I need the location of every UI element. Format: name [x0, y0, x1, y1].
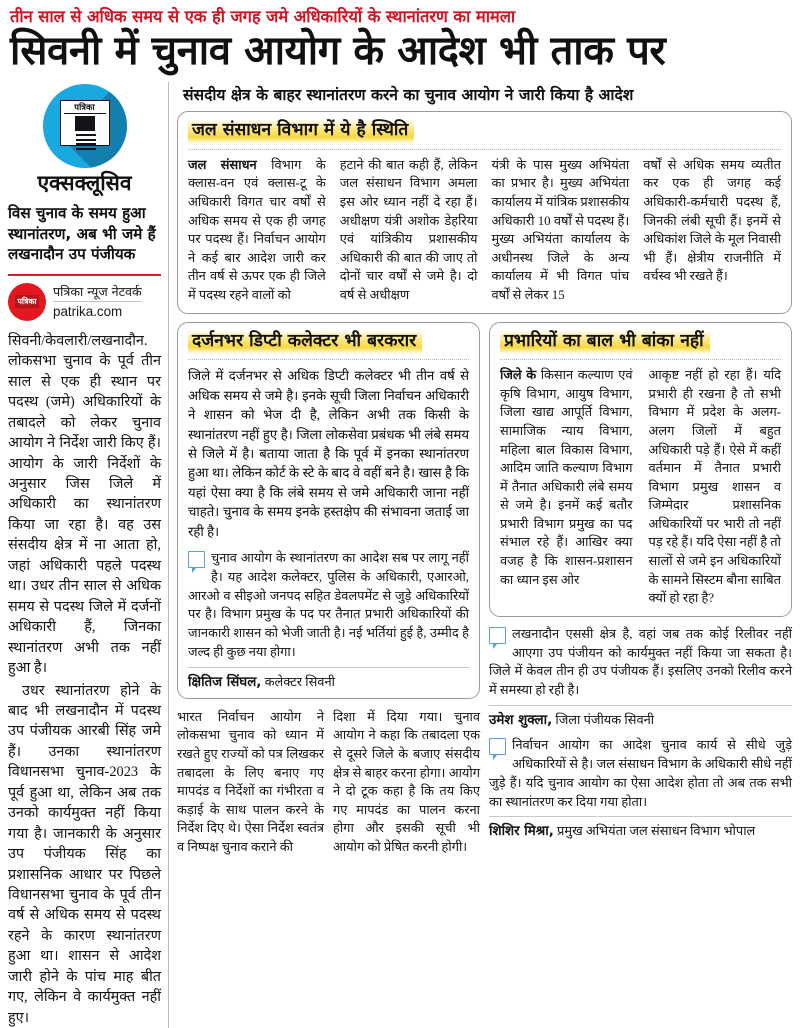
column-text: हटाने की बात कही हैं, लेकिन जल संसाधन विभाग अमला इस ओर ध्यान नहीं दे रहा हैं। अधीक्षण यंत्री अशोक डेहरिया एवं यांत्रिकीय प्रशासकीय अधिकारी की बात की जाए तो दोनों चार वर्षों से जमे है। दो वर्ष से अधीक्षण	[340, 158, 478, 302]
masthead	[8, 6, 792, 75]
quote-bubble-icon	[489, 738, 506, 755]
patrika-logo-icon	[43, 84, 127, 168]
column-text: यंत्री के पास मुख्य अभियंता का प्रभार है। मुख्य अभियंता कार्यालय में यांत्रिक प्रशासकीय अधिकारी 10 वर्षों से पदस्थ हैं। मुख्य अभियंता कार्यालय के अधीनस्थ जिले के अन्य कार्यालय में भी विगत पांच वर्षों से लेकर 15	[492, 158, 630, 302]
column-text: आकृष्ट नहीं हो रहा हैं। यदि प्रभारी ही रखना है तो सभी विभाग में प्रदेश के अलग-अलग जिलों में बहुत अधिकारी पड़े हैं। ऐसे में कहीं वर्तमान में तैनात प्रभारी विभाग प्रमुख शासन व जिम्मेदार प्रशासनिक अधिकारियों पर भारी तो नहीं पड़ रहे हैं। यदि ऐसा नहीं है तो सालों से जमे इन अधिकारियों के सामने सिस्टम बौना साबित क्यों हो रहा है?	[649, 368, 782, 605]
quote-divider	[489, 705, 792, 706]
panel-column	[500, 366, 633, 589]
red-divider	[8, 274, 161, 276]
panel-column	[649, 366, 782, 608]
quote-author-name: उमेश शुक्ला,	[489, 713, 552, 728]
quote-text-wrap	[489, 625, 792, 700]
quote-divider	[188, 667, 469, 668]
column-text: वर्षों से अधिक समय व्यतीत कर एक ही जगह कई अधिकारी-कर्मचारी पदस्थ हैं, जिनकी लंबी सूची हैं। इनमें से अधिकांश जिले के मूल निवासी भी हैं। क्षेत्रीय राजनीति में वर्चस्व भी रखते हैं।	[643, 158, 781, 283]
panel-deputy-collector-body: जिले में दर्जनभर से अधिक डिप्टी कलेक्टर भी तीन वर्ष से अधिक समय से जमे है। इनके सूची जिला निर्वाचन अधिकारी ने शासन को भेज दी है, लेकिन अभी तक किसी के स्थानांतरण नहीं हुए है। जिला लोकसेवा प्रबंधक भी लंबे समय से जिले में है। बताया जाता है कि पूर्व में इनका स्थानांतरण हुआ था। लेकिन कोर्ट के स्टे के बाद वे वहीं बने है। खास है कि यहां ऐसा क्या है कि लंबे समय से जमे अधिकारी जाना नहीं चाहते। चुनाव के समय इनके हस्तक्षेप की संभावना जताई जा रही है।	[188, 366, 469, 541]
quote-text: लखनादौन एससी क्षेत्र है, वहां जब तक कोई रिलीवर नहीं आएगा उप पंजीयन को कार्यमुक्त नहीं किया जा सकता है। जिले में केवल तीन ही उप पंजीयक हैं। इसलिए उनको रिलीव करने में समस्या हो रही है।	[489, 627, 792, 697]
newspaper-photo-block	[75, 116, 95, 131]
kicker-line: तीन साल से अधिक समय से एक ही जगह जमे अधिकारियों के स्थानांतरण का मामला	[8, 6, 792, 30]
panel-divider	[188, 359, 469, 360]
badge-label: पत्रिका	[15, 295, 38, 308]
bottom-column-1: भारत निर्वाचन आयोग ने लोकसभा चुनाव को ध्यान में रखते हुए राज्यों को पत्र लिखकर तबादला के लिए बनाए गए मापदंड व निर्देशों का गंभीरता व कड़ाई के साथ पालन करने के निर्देश दिए थे। ऐसा निर्देश स्वतंत्र व निष्पक्ष चुनाव कराने की	[177, 708, 324, 857]
panel-water-resources	[177, 111, 792, 313]
bottom-columns	[177, 708, 480, 857]
quote-attribution	[489, 710, 792, 728]
panel-divider	[500, 359, 781, 360]
panel-water-resources-columns	[188, 156, 781, 305]
byline-text	[53, 284, 142, 320]
quote-author-role: कलेक्टर सिवनी	[261, 675, 335, 689]
logo-wordmark: पत्रिका	[64, 103, 106, 114]
right-lower-stack	[489, 322, 792, 857]
panel-title-deputy-collector: दर्जनभर डिप्टी कलेक्टर भी बरकरार	[188, 330, 422, 355]
column-lead-in: जल संसाधन	[188, 158, 257, 172]
lead-paragraph-1: सिवनी/केवलारी/लखनादौन. लोकसभा चुनाव के पूर्व तीन साल से एक ही स्थान पर पदस्थ (जमे) अधिकारियों के तबादले को लेकर चुनाव आयोग ने निर्देश जारी किए हैं। आयोग के जारी निर्देशों के अनुसार जिस जिले में अधिकारी का स्थानांतरण किया जा रहा है। वह उस संसदीय क्षेत्र में ना आता हो, जहां अधिकारी पहले पदस्थ था। उधर तीन साल से अधिक समय से पदस्थ जिले में दर्जनों अधिकारी हैं, जिनका स्थानांतरण अभी तक नहीं हुआ है।	[8, 331, 161, 679]
quote-bubble-icon	[188, 551, 205, 568]
quote-text: चुनाव आयोग के स्थानांतरण का आदेश सब पर लागू नहीं है। यह आदेश कलेक्टर, पुलिस के अधिकारी, एआरओ, आरओ व सीइओ जनपद सहित डेवलपमेंट से जुड़े अधिकारियों पर है। विभाग प्रमुख के पद पर तैनात प्रभारी अधिकारियों की जानकारी शासन को भेजी जाती है। नई भर्तियां हुई है, उम्मीद है जल्द ही कुछ नया होगा।	[188, 551, 469, 659]
exclusive-badge-block	[8, 82, 161, 195]
panel-in-charge-columns	[500, 366, 781, 608]
quote-block-chief-engineer	[489, 736, 792, 839]
quote-author-role: प्रमुख अभियंता जल संसाधन विभाग भोपाल	[554, 824, 755, 838]
lower-panels-row	[177, 322, 792, 857]
panel-deputy-collector	[177, 322, 480, 699]
right-content	[168, 82, 792, 1028]
lead-story-body	[8, 331, 161, 1028]
panel-column	[643, 156, 781, 286]
quote-text: निर्वाचन आयोग का आदेश चुनाव कार्य से सीधे जुड़े अधिकारियों से है। जल संसाधन विभाग के अधिकारी सीधे नहीं जुड़े हैं। यदि चुनाव आयोग का ऐसा आदेश होता तो अब तक सभी का स्थानांतरण कर दिया गया होता।	[489, 738, 792, 808]
panel-column	[492, 156, 630, 305]
quote-author-name: क्षितिज सिंघल,	[188, 675, 261, 690]
quote-attribution	[188, 672, 469, 690]
newspaper-text-lines	[76, 134, 96, 152]
byline	[8, 283, 161, 321]
quote-author-role: जिला पंजीयक सिवनी	[552, 713, 654, 727]
byline-network: पत्रिका न्यूज नेटवर्क	[53, 284, 142, 302]
panel-in-charge-officers	[489, 322, 792, 617]
column-text: किसान कल्याण एवं कृषि विभाग, आयुष विभाग, जिला खाद्य आपूर्ति विभाग, सामाजिक न्याय विभाग, महिला बाल विकास विभाग, आदिम जाति कल्याण विभाग में तैनात अधिकारी लंबे समय से जमे है। इनमें कई बतौर प्रभारी विभाग प्रमुख का पद संभाल रहे हैं। आखिर क्या वजह है कि शासन-प्रशासन का ध्यान इस ओर	[500, 368, 633, 586]
patrika-badge-icon	[8, 283, 46, 321]
main-headline: सिवनी में चुनाव आयोग के आदेश भी ताक पर	[8, 30, 792, 75]
panel-title-in-charge-officers: प्रभारियों का बाल भी बांका नहीं	[500, 330, 710, 355]
column-text: विभाग के क्लास-वन एवं क्लास-टू के अधिकारी विगत चार वर्षों से अधिक समय से एक ही जगह पर पदस्थ हैं। निर्वाचन आयोग ने कई बार आदेश जारी कर तीन वर्ष से ऊपर एक ही जिले में पदस्थ रहने वालों को	[188, 158, 326, 302]
right-quote-stack	[489, 625, 792, 840]
body-grid	[8, 82, 792, 1028]
lead-paragraph-2: उधर स्थानांतरण होने के बाद भी लखनादौन में पदस्थ उप पंजीयक आरबी सिंह जमे हैं। उनका स्थानांतरण विधानसभा चुनाव-2023 के पूर्व हुआ था, लेकिन अब तक उनको कार्यमुक्त नहीं किया गया है। जानकारी के अनुसार उप पंजीयक सिंह का प्रशासनिक आधार पर पिछले विधानसभा चुनाव के पूर्व तीन वर्ष से अधिक समय से पदस्थ रहने के कारण स्थानांतरण हुआ था। शासन से आदेश जारी होने के पांच माह बीत गए, लेकिन वे कार्यमुक्त नहीं हुए।	[8, 681, 161, 1028]
sub-deck: विस चुनाव के समय हुआ स्थानांतरण, अब भी जमे हैं लखनादौन उप पंजीयक	[8, 203, 161, 265]
column-lead-in: जिले के	[500, 368, 536, 382]
quote-block-registrar	[489, 625, 792, 728]
panel-title-water-resources: जल संसाधन विभाग में ये है स्थिति	[188, 119, 414, 144]
quote-divider	[489, 816, 792, 817]
quote-text-wrap	[489, 736, 792, 811]
byline-website: patrika.com	[53, 302, 142, 320]
quote-author-name: शिशिर मिश्रा,	[489, 824, 554, 839]
panel-divider	[188, 149, 781, 150]
deck-line: संसदीय क्षेत्र के बाहर स्थानांतरण करने का चुनाव आयोग ने जारी किया है आदेश	[177, 82, 792, 111]
panel-column	[188, 156, 326, 305]
exclusive-label: एक्सक्लूसिव	[8, 172, 161, 195]
quote-text-wrap	[188, 549, 469, 662]
newspaper-icon	[60, 100, 110, 146]
quote-bubble-icon	[489, 627, 506, 644]
panel-column	[340, 156, 478, 305]
quote-attribution	[489, 821, 792, 839]
bottom-column-2: दिशा में दिया गया। चुनाव आयोग ने कहा कि तबादला एक से दूसरे जिले के बजाए संसदीय क्षेत्र से बाहर करना होगा। आयोग ने दो टूक कहा है कि तय किए गए मापदंड का पालन करना होगा और इसकी सूची भी आयोग को प्रेषित करनी होगी।	[333, 708, 480, 857]
quote-block-collector	[188, 549, 469, 690]
left-rail	[8, 82, 168, 1028]
left-lower-stack	[177, 322, 480, 857]
